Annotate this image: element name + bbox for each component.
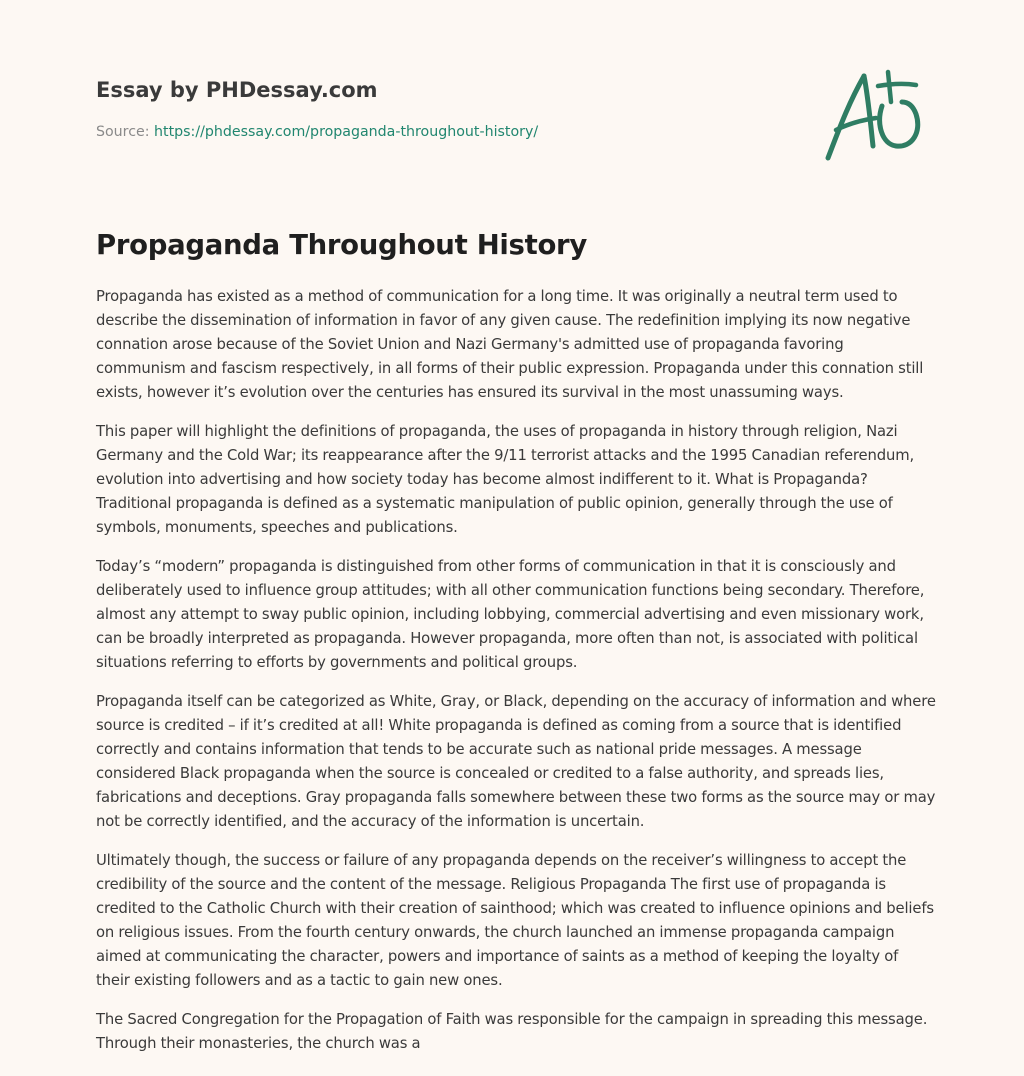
paragraph: The Sacred Congregation for the Propagation of Faith was responsible for the campaign in spreading this message. Through their monasteries, the church was a	[96, 1011, 928, 1052]
paragraph: This paper will highlight the definitions of propaganda, the uses of propaganda in history through religion, Nazi Germany and the Cold War; its reappearance after the 9/11 terrorist attacks and the 1995 Canadian referendum, evolution into advertising and how society today has become almost indifferent to it. What is Propaganda? Traditional propaganda is defined as a systematic manipulation of public opinion, generally through the use of symbols, monuments, speeches and publications.	[96, 423, 915, 536]
paragraph: Ultimately though, the success or failure of any propaganda depends on the receiver’s willingness to accept the credibility of the source and the content of the message. Religious Propaganda The first use of propaganda is credited to the Catholic Church with their creation of sainthood; which was created to influence opinions and beliefs on religious issues. From the fourth century onwards, the church launched an immense propaganda campaign aimed at communicating the character, powers and importance of saints as a method of keeping the loyalty of their existing followers and as a tactic to gain new ones.	[96, 852, 934, 989]
essay-body	[96, 285, 936, 1071]
paragraph: Propaganda itself can be categorized as White, Gray, or Black, depending on the accuracy of information and where source is credited – if it’s credited at all! White propaganda is defined as coming from a source that is identified correctly and contains information that tends to be accurate such as national pride messages. A message considered Black propaganda when the source is concealed or credited to a false authority, and spreads lies, fabrications and deceptions. Gray propaganda falls somewhere between these two forms as the source may or may not be correctly identified, and the accuracy of the information is uncertain.	[96, 693, 936, 830]
source-line	[96, 122, 816, 142]
essay-title: Propaganda Throughout History	[96, 229, 587, 261]
source-label: Source:	[96, 124, 150, 140]
a-plus-grade-icon	[818, 66, 930, 166]
essay-header	[96, 77, 816, 142]
paragraph: Propaganda has existed as a method of communication for a long time. It was originally a neutral term used to describe the dissemination of information in favor of any given cause. The redefinition implying its now negative connation arose because of the Soviet Union and Nazi Germany's admitted use of propaganda favoring communism and fascism respectively, in all forms of their public expression. Propaganda under this connation still exists, however it’s evolution over the centuries has ensured its survival in the most unassuming ways.	[96, 288, 924, 401]
paragraph: Today’s “modern” propaganda is distinguished from other forms of communication in that it is consciously and deliberately used to influence group attitudes; with all other communication functions being secondary. Therefore, almost any attempt to sway public opinion, including lobbying, commercial advertising and even missionary work, can be broadly interpreted as propaganda. However propaganda, more often than not, is associated with political situations referring to efforts by governments and political groups.	[96, 558, 925, 671]
site-brand: Essay by PHDessay.com	[96, 78, 378, 102]
source-link[interactable]: https://phdessay.com/propaganda-throughout-history/	[154, 124, 539, 140]
